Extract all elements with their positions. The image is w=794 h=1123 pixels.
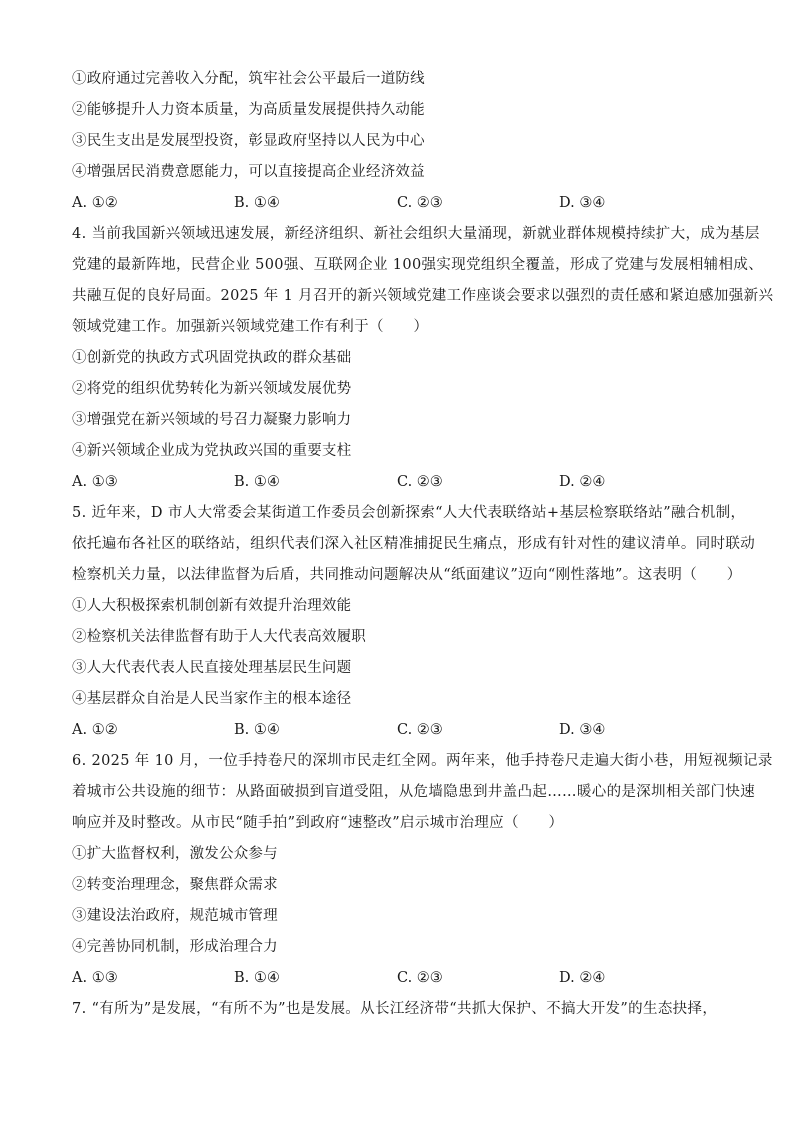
q6-statement-3: ③建设法治政府，规范城市管理 — [72, 908, 278, 924]
q5-statement-1: ①人大积极探索机制创新有效提升治理效能 — [72, 598, 352, 614]
q5-options — [72, 715, 722, 746]
q5-statement-3: ③人大代表代表人民直接处理基层民生问题 — [72, 660, 352, 676]
q5-stem-line-2: 依托遍布各社区的联络站，组织代表们深入社区精准捕捉民生痛点，形成有针对性的建议清单。同时联动 — [72, 536, 756, 552]
q5-statement-2: ②检察机关法律监督有助于人大代表高效履职 — [72, 629, 366, 645]
q3-statement-1: ①政府通过完善收入分配，筑牢社会公平最后一道防线 — [72, 71, 425, 87]
question-3-continued — [72, 64, 722, 219]
q4-option-b: B. ①④ — [234, 474, 280, 490]
q4-stem-line-3: 共融互促的良好局面。2025 年 1 月召开的新兴领域党建工作座谈会要求以强烈的责任感和紧迫感加强新兴 — [72, 288, 774, 304]
q4-statement-3: ③增强党在新兴领域的号召力凝聚力影响力 — [72, 412, 352, 428]
q4-stem-line-2: 党建的最新阵地，民营企业 500强、互联网企业 100强实现党组织全覆盖，形成了党建与发展相辅相成、 — [72, 257, 764, 273]
q4-statement-4: ④新兴领域企业成为党执政兴国的重要支柱 — [72, 443, 352, 459]
q6-statement-2: ②转变治理理念，聚焦群众需求 — [72, 877, 278, 893]
q4-stem-line-1: 4. 当前我国新兴领域迅速发展，新经济组织、新社会组织大量涌现，新就业群体规模持续扩大，成为基层 — [72, 226, 760, 242]
q5-statement-4: ④基层群众自治是人民当家作主的根本途径 — [72, 691, 352, 707]
q5-option-d: D. ③④ — [559, 722, 606, 738]
q3-statement-2: ②能够提升人力资本质量，为高质量发展提供持久动能 — [72, 102, 425, 118]
q6-stem-line-1: 6. 2025 年 10 月，一位手持卷尺的深圳市民走红全网。两年来，他手持卷尺走遍大街小巷，用短视频记录 — [72, 753, 773, 769]
q3-option-b: B. ①④ — [234, 195, 280, 211]
question-7 — [72, 994, 722, 1025]
q4-stem-line-4: 领域党建工作。加强新兴领域党建工作有利于（ ） — [72, 319, 429, 335]
q3-option-d: D. ③④ — [559, 195, 606, 211]
q7-stem-line-1: 7. “有所为”是发展，“有所不为”也是发展。从长江经济带“共抓大保护、不搞大开发”的生态抉择， — [72, 1001, 718, 1017]
q5-option-a: A. ①② — [72, 722, 118, 738]
q4-option-a: A. ①③ — [72, 474, 118, 490]
q5-stem-line-1: 5. 近年来，D 市人大常委会某街道工作委员会创新探索“人大代表联络站+基层检察联络站”融合机制， — [72, 505, 746, 521]
q6-option-d: D. ②④ — [559, 970, 606, 986]
q6-option-a: A. ①③ — [72, 970, 118, 986]
q6-stem-line-2: 着城市公共设施的细节：从路面破损到盲道受阻，从危墙隐患到井盖凸起……暖心的是深圳相关部门快速 — [72, 784, 756, 800]
q6-option-c: C. ②③ — [397, 970, 443, 986]
q6-option-b: B. ①④ — [234, 970, 280, 986]
q5-option-b: B. ①④ — [234, 722, 280, 738]
q6-statement-4: ④完善协同机制，形成治理合力 — [72, 939, 278, 955]
q4-option-d: D. ②④ — [559, 474, 606, 490]
q5-stem-line-3: 检察机关力量，以法律监督为后盾，共同推动问题解决从“纸面建议”迈向“刚性落地”。这表明（ ） — [72, 567, 742, 583]
question-4 — [72, 219, 774, 498]
q4-statement-1: ①创新党的执政方式巩固党执政的群众基础 — [72, 350, 352, 366]
q3-options — [72, 188, 722, 219]
q4-options — [72, 467, 722, 498]
q6-options — [72, 963, 722, 994]
page-content — [72, 64, 774, 1025]
q3-statement-3: ③民生支出是发展型投资，彰显政府坚持以人民为中心 — [72, 133, 425, 149]
q3-option-c: C. ②③ — [397, 195, 443, 211]
q6-statement-1: ①扩大监督权利，激发公众参与 — [72, 846, 278, 862]
question-6 — [72, 746, 773, 994]
q4-option-c: C. ②③ — [397, 474, 443, 490]
q3-statement-4: ④增强居民消费意愿能力，可以直接提高企业经济效益 — [72, 164, 425, 180]
q4-statement-2: ②将党的组织优势转化为新兴领域发展优势 — [72, 381, 352, 397]
q5-option-c: C. ②③ — [397, 722, 443, 738]
q6-stem-line-3: 响应并及时整改。从市民“随手拍”到政府“速整改”启示城市治理应（ ） — [72, 815, 564, 831]
question-5 — [72, 498, 756, 746]
q3-option-a: A. ①② — [72, 195, 118, 211]
